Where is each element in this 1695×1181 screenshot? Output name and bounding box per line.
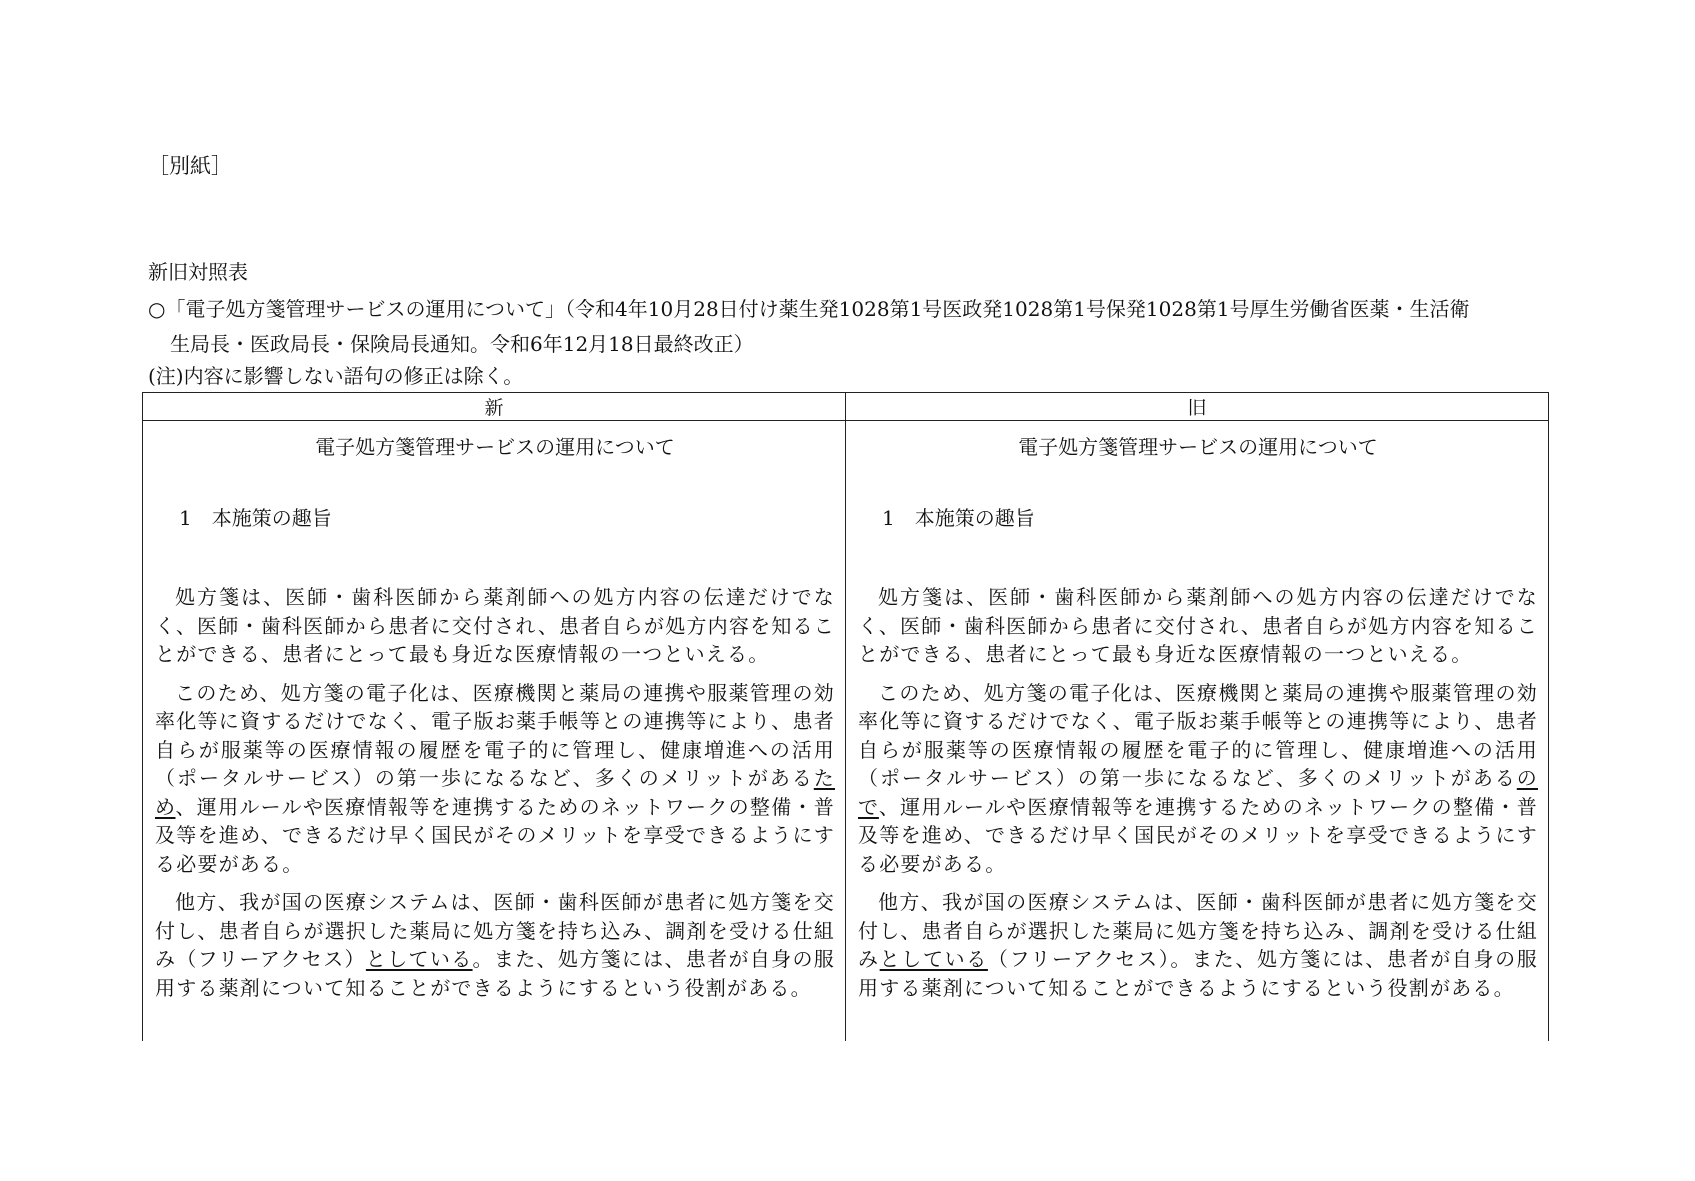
old-p3-text-after: （フリーアクセス）。また、処方箋には、患者が自身の服用する薬剤について知ることができるようにするという役割がある。	[858, 947, 1538, 1000]
table-header-row	[143, 393, 1549, 421]
new-p3-text-after: 。また、処方箋には、患者が自身の服用する薬剤について知ることができるようにするという役割がある。	[155, 947, 836, 1000]
new-section-heading: 1 本施策の趣旨	[179, 506, 332, 530]
old-section-heading: 1 本施策の趣旨	[882, 506, 1035, 530]
old-p3-text-before: 他方、我が国の医療システムは、医師・歯科医師が患者に処方箋を交付し、患者自らが選択した薬局に処方箋を持ち込み、調剤を受ける仕組み	[858, 890, 1538, 971]
new-paragraph-2	[155, 679, 835, 879]
header-new: 新	[143, 393, 846, 421]
old-p2-amended-text: ので	[858, 766, 1538, 819]
new-notice-title: 電子処方箋管理サービスの運用について	[315, 435, 675, 459]
new-column	[143, 421, 846, 1042]
circular-line-1: ○「電子処方箋管理サービスの運用について」（令和4年10月28日付け薬生発1028第1号医政発1028第1号保発1028第1号厚生労働省医薬・生活衛	[148, 297, 1470, 321]
new-paragraph-3	[155, 888, 835, 1002]
old-paragraph-1: 処方箋は、医師・歯科医師から薬剤師への処方内容の伝達だけでなく、医師・歯科医師から患者に交付され、患者自らが処方内容を知ることができる、患者にとって最も身近な医療情報の一つといえる。	[858, 585, 1538, 666]
new-p3-text-before: 他方、我が国の医療システムは、医師・歯科医師が患者に処方箋を交付し、患者自らが選択した薬局に処方箋を持ち込み、調剤を受ける仕組み（フリーアクセス）	[155, 890, 835, 971]
old-notice-title: 電子処方箋管理サービスの運用について	[1018, 435, 1378, 459]
new-p2-amended-text: ため	[155, 766, 835, 819]
comparison-table	[142, 392, 1549, 1041]
header-old: 旧	[846, 393, 1549, 421]
new-p3-amended-text: としている	[365, 947, 473, 971]
new-p2-text-after: 、運用ルールや医療情報等を連携するためのネットワークの整備・普及等を進め、できるだけ早く国民がそのメリットを享受できるようにする必要がある。	[155, 794, 835, 876]
table-row	[143, 421, 1549, 1042]
old-p3-amended-text: としている	[879, 947, 988, 971]
old-paragraph-3	[858, 888, 1538, 1002]
circular-line-2: 生局長・医政局長・保険局長通知。令和6年12月18日最終改正）	[170, 332, 754, 356]
old-p2-text-before: このため、処方箋の電子化は、医療機関と薬局の連携や服薬管理の効率化等に資するだけでなく、電子版お薬手帳等との連携等により、患者自らが服薬等の医療情報の履歴を電子的に管理し、健康増進への活用（ポータルサービス）の第一歩になるなど、多くのメリットがある	[858, 680, 1538, 790]
note-text: (注)内容に影響しない語句の修正は除く。	[148, 364, 524, 388]
old-p2-text-after: 、運用ルールや医療情報等を連携するためのネットワークの整備・普及等を進め、できるだけ早く国民がそのメリットを享受できるようにする必要がある。	[858, 794, 1538, 876]
new-paragraph-1: 処方箋は、医師・歯科医師から薬剤師への処方内容の伝達だけでなく、医師・歯科医師から患者に交付され、患者自らが処方内容を知ることができる、患者にとって最も身近な医療情報の一つといえる。	[155, 585, 835, 666]
attachment-label: ［別紙］	[148, 154, 232, 178]
circular-reference	[148, 292, 1553, 362]
old-column	[846, 421, 1549, 1042]
new-p2-text-before: このため、処方箋の電子化は、医療機関と薬局の連携や服薬管理の効率化等に資するだけでなく、電子版お薬手帳等との連携等により、患者自らが服薬等の医療情報の履歴を電子的に管理し、健康増進への活用（ポータルサービス）の第一歩になるなど、多くのメリットがある	[155, 680, 835, 790]
document-title: 新旧対照表	[148, 260, 248, 284]
old-paragraph-2	[858, 679, 1538, 879]
